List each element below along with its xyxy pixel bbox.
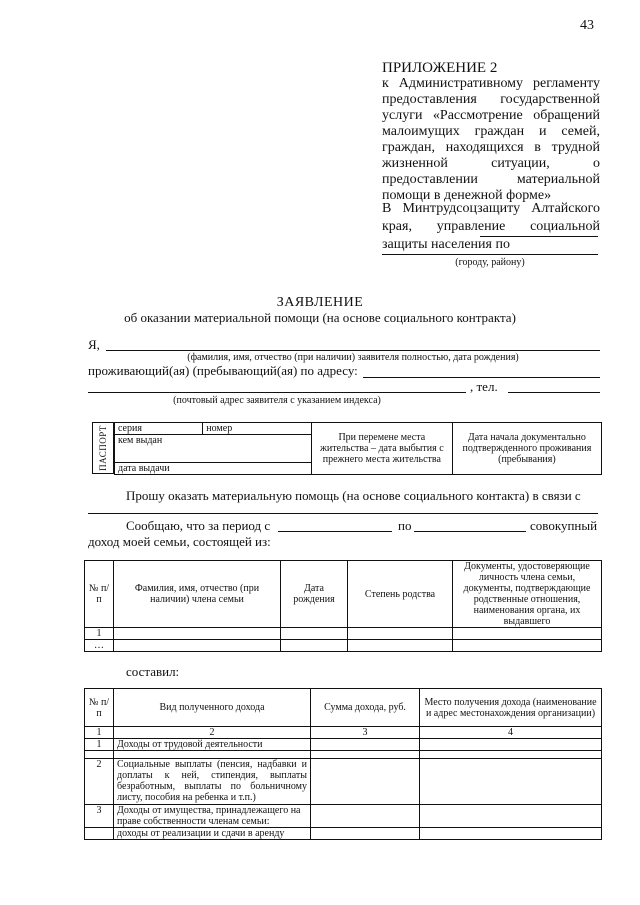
applicant-i-label: Я, bbox=[88, 337, 100, 352]
table-row bbox=[85, 640, 602, 652]
income-place-cell[interactable] bbox=[420, 805, 602, 828]
addressee-text: В Минтрудсоцзащиту Алтайского края, управление социальной защиты населения по bbox=[382, 201, 600, 252]
report-part1: Сообщаю, что за период с bbox=[126, 518, 271, 533]
family-cell[interactable] bbox=[114, 628, 281, 640]
applicant-name-field[interactable] bbox=[106, 350, 600, 351]
district-caption: (городу, району) bbox=[455, 257, 525, 268]
income-row-num bbox=[85, 828, 114, 840]
family-row-num: 1 bbox=[85, 628, 114, 640]
report-part3: совокупный bbox=[530, 518, 598, 533]
form-title: ЗАЯВЛЕНИЕ bbox=[276, 295, 364, 310]
income-sum-cell[interactable] bbox=[311, 805, 420, 828]
income-header-type: Вид полученного дохода bbox=[114, 689, 311, 727]
income-sum-cell[interactable] bbox=[311, 828, 420, 840]
family-cell[interactable] bbox=[348, 640, 453, 652]
income-colnum-3: 3 bbox=[311, 727, 420, 739]
income-row-text: доходы от реализации и сдачи в аренду bbox=[114, 828, 311, 840]
family-table bbox=[84, 560, 602, 652]
district-field-line[interactable] bbox=[480, 236, 598, 237]
income-sum-cell[interactable] bbox=[311, 751, 420, 759]
move-info-cell[interactable]: При перемене места жительства – дата выбытия с прежнего места жительства bbox=[311, 423, 452, 475]
table-row bbox=[85, 739, 602, 751]
table-row bbox=[85, 628, 602, 640]
table-row bbox=[85, 759, 602, 805]
report-part2: по bbox=[398, 518, 412, 533]
income-row-text: Доходы от имущества, принадлежащего на праве собственности членам семьи: bbox=[114, 805, 311, 828]
address-caption: (почтовый адрес заявителя с указанием индекса) bbox=[173, 395, 381, 406]
income-row-num: 3 bbox=[85, 805, 114, 828]
composed-label: составил: bbox=[126, 664, 180, 679]
income-colnum-2: 2 bbox=[114, 727, 311, 739]
district-field-line-2[interactable] bbox=[382, 254, 598, 255]
family-row-num: … bbox=[85, 640, 114, 652]
period-to-field[interactable] bbox=[414, 531, 526, 532]
income-sum-cell[interactable] bbox=[311, 739, 420, 751]
request-reason-field[interactable] bbox=[88, 513, 598, 514]
income-header-sum: Сумма дохода, руб. bbox=[311, 689, 420, 727]
address-field-2[interactable] bbox=[88, 392, 466, 393]
income-row-text: Доходы от трудовой деятельности bbox=[114, 739, 311, 751]
applicant-name-caption: (фамилия, имя, отчество (при наличии) заявителя полностью, дата рождения) bbox=[187, 352, 519, 363]
passport-number-cell[interactable]: номер bbox=[203, 423, 312, 435]
start-date-cell[interactable]: Дата начала документально подтвержденного проживания (пребывания) bbox=[452, 423, 601, 475]
passport-issue-date-cell[interactable]: дата выдачи bbox=[115, 463, 312, 475]
phone-field[interactable] bbox=[508, 392, 600, 393]
period-from-field[interactable] bbox=[278, 531, 392, 532]
income-colnum-4: 4 bbox=[420, 727, 602, 739]
income-header-num: № п/п bbox=[85, 689, 114, 727]
form-subtitle: об оказании материальной помощи (на основе социального контракта) bbox=[124, 310, 516, 325]
passport-issued-by-cell[interactable]: кем выдан bbox=[115, 435, 312, 463]
family-header-birth: Дата рождения bbox=[281, 561, 348, 628]
appendix-block bbox=[382, 60, 600, 204]
income-header-place: Место получения дохода (наименование и адрес местонахождения организации) bbox=[420, 689, 602, 727]
passport-label: ПАСПОРТ bbox=[92, 422, 114, 474]
family-cell[interactable] bbox=[453, 640, 602, 652]
table-row bbox=[85, 805, 602, 828]
page-number: 43 bbox=[580, 18, 594, 33]
appendix-title: ПРИЛОЖЕНИЕ 2 bbox=[382, 60, 498, 76]
income-sum-cell[interactable] bbox=[311, 759, 420, 805]
request-text: Прошу оказать материальную помощь (на основе социального контакта) в связи с bbox=[126, 488, 581, 503]
table-row bbox=[85, 828, 602, 840]
passport-series-cell[interactable]: серия bbox=[115, 423, 203, 435]
passport-table bbox=[114, 422, 602, 475]
family-cell[interactable] bbox=[453, 628, 602, 640]
address-field-1[interactable] bbox=[363, 377, 600, 378]
income-place-cell[interactable] bbox=[420, 828, 602, 840]
income-colnum-1: 1 bbox=[85, 727, 114, 739]
income-place-cell[interactable] bbox=[420, 751, 602, 759]
family-header-relation: Степень родства bbox=[348, 561, 453, 628]
family-cell[interactable] bbox=[114, 640, 281, 652]
addressee-block bbox=[382, 200, 600, 254]
family-cell[interactable] bbox=[281, 628, 348, 640]
residence-label: проживающий(ая) (пребывающий(ая) по адресу: bbox=[88, 363, 358, 378]
income-row-num: 2 bbox=[85, 759, 114, 805]
phone-label: , тел. bbox=[470, 379, 498, 394]
family-header-num: № п/п bbox=[85, 561, 114, 628]
income-row-text: Социальные выплаты (пенсия, надбавки и доплаты к ней, стипендия, выплаты безработным, выплаты по больничному листу, пособия на ребенка и т.п.) bbox=[114, 759, 311, 805]
family-cell[interactable] bbox=[281, 640, 348, 652]
appendix-text: к Административному регламенту предоставления государственной услуги «Рассмотрение обращений малоимущих граждан и семей, граждан, находящихся в трудной жизненной ситуации, о предоставлении материальной помощи в денежной форме» bbox=[382, 76, 600, 203]
family-header-documents: Документы, удостоверяющие личность члена семьи, документы, подтверждающие родственные отношения, наименования органа, их выдавшего bbox=[453, 561, 602, 628]
income-table bbox=[84, 688, 602, 840]
income-place-cell[interactable] bbox=[420, 739, 602, 751]
family-header-name: Фамилия, имя, отчество (при наличии) члена семьи bbox=[114, 561, 281, 628]
family-cell[interactable] bbox=[348, 628, 453, 640]
income-place-cell[interactable] bbox=[420, 759, 602, 805]
income-row-num: 1 bbox=[85, 739, 114, 751]
report-line2: доход моей семьи, состоящей из: bbox=[88, 534, 271, 549]
